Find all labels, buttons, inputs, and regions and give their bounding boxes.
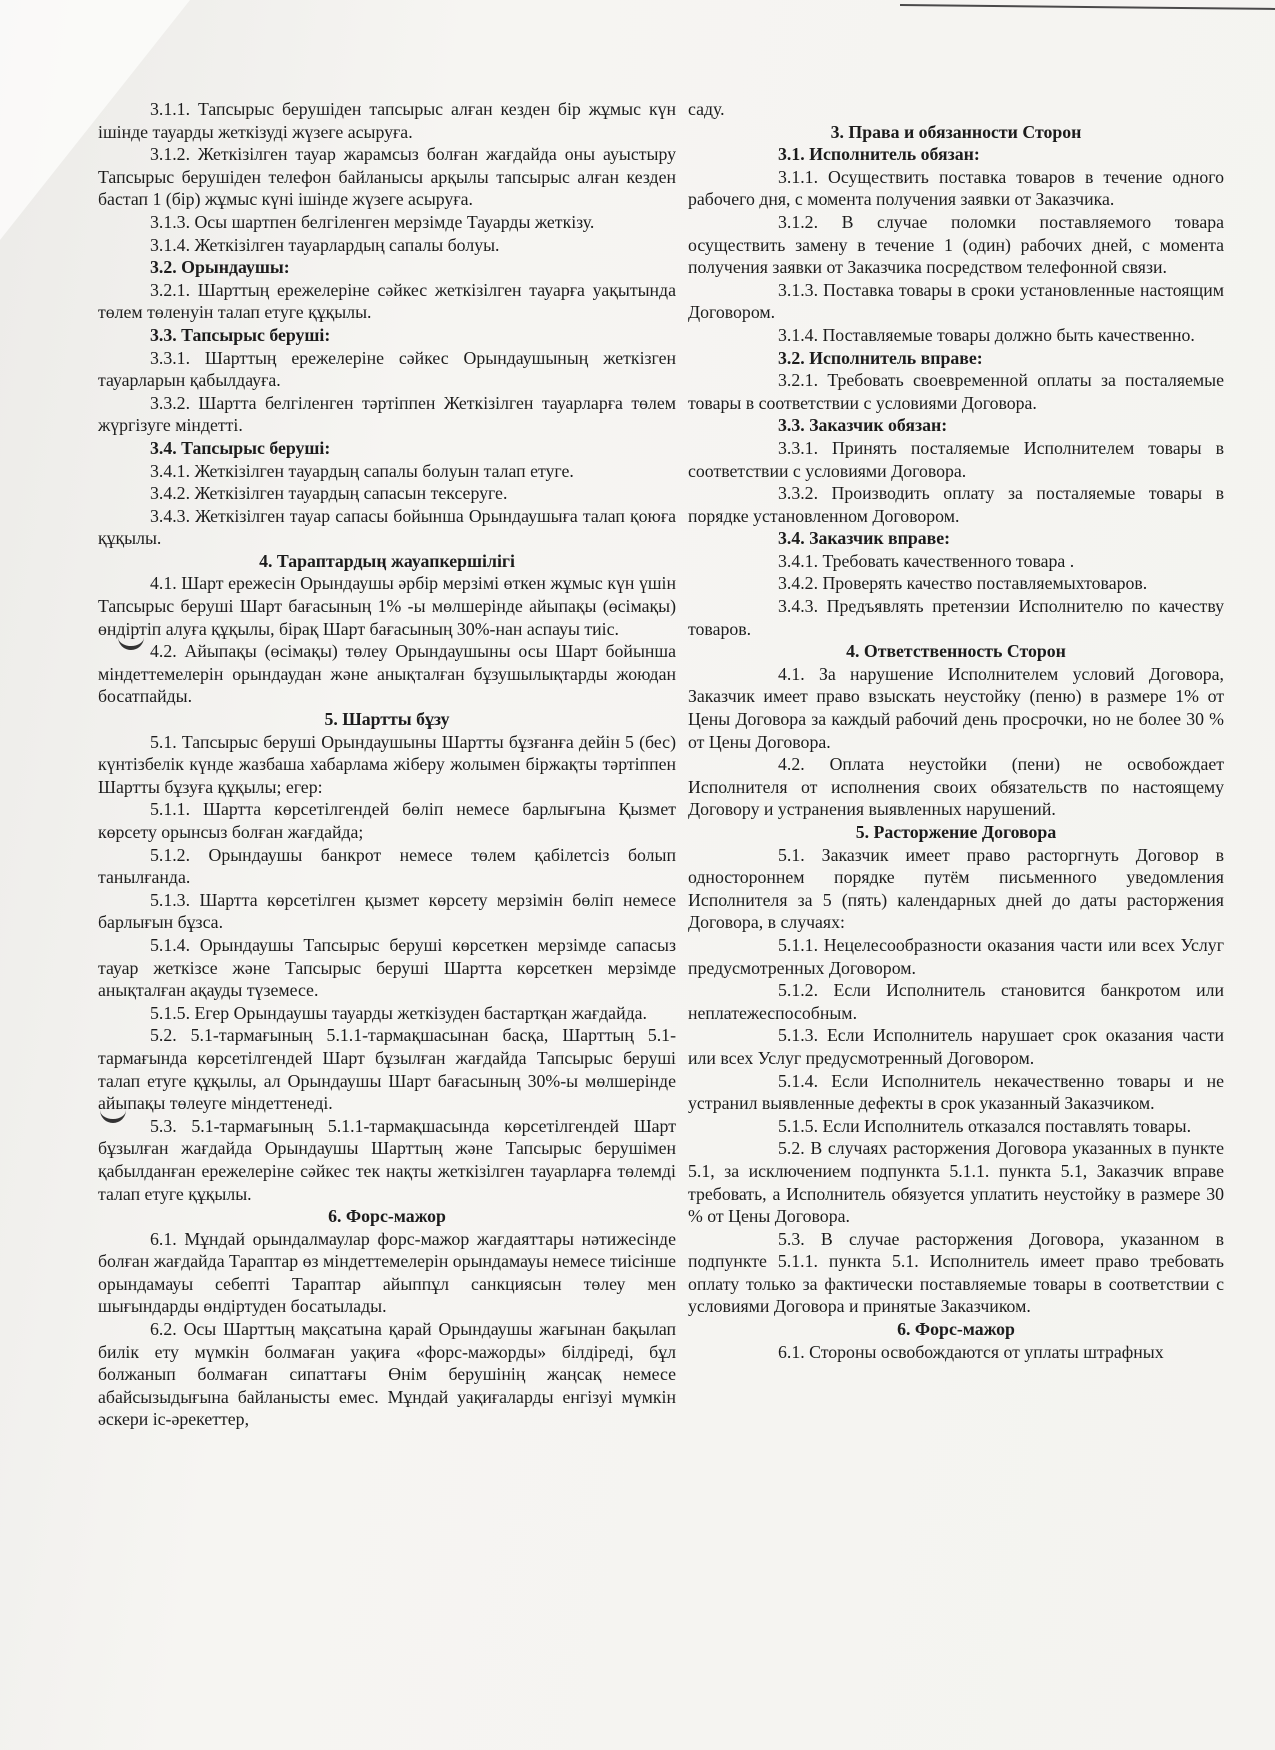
kazakh-paragraph: 4.1. Шарт ережесін Орындаушы әрбір мерзімі өткен жұмыс күн үшін Тапсырыс беруші Шарт бағасының 1% -ы мөлшерінде айыпақы (өсімақы) өндіртіп алуға құқылы, бірақ Шарт бағасының 30%-нан аспауы тиіс. [98, 573, 676, 639]
russian-section-heading: 5. Расторжение Договора [855, 822, 1057, 842]
kazakh-subsection-heading: 3.4. Тапсырыс беруші: [150, 437, 331, 458]
russian-paragraph: 5.2. В случаях расторжения Договора указанных в пункте 5.1, за исключением подпункта 5.1.1. пункта 5.1, Заказчик вправе требовать, а Исполнитель обязуется уплатить неустойку в размере 30 % от Цены Договора. [688, 1138, 1224, 1227]
russian-subsection-heading: 3.2. Исполнитель вправе: [778, 347, 983, 368]
kazakh-paragraph: 6.2. Осы Шарттың мақсатына қарай Орындаушы жағынан бақылап билік ету мүмкін болмаған уақиға «форс-мажорды» білдіреді, бұл болжанып болмаған сипаттағы Өнім берушінің жаңсақ немесе абайсызыдығына байланысты емес. Мұндай уақиғаларды енгізуі мүмкін әскери іс-әрекеттер, [98, 1319, 676, 1430]
russian-paragraph: 3.1.1. Осуществить поставка товаров в течение одного рабочего дня, с момента получения заявки от Заказчика. [688, 166, 1224, 210]
russian-paragraph: 6.1. Стороны освобождаются от уплаты штрафных [778, 1341, 1164, 1362]
russian-paragraph: 3.1.3. Поставка товары в сроки установленные настоящим Договором. [688, 279, 1224, 323]
kazakh-section-heading: 6. Форс-мажор [328, 1206, 446, 1227]
kazakh-paragraph: 3.4.2. Жеткізілген тауардың сапасын тексеруге. [150, 483, 508, 504]
kazakh-paragraph: 3.1.3. Осы шартпен белгіленген мерзімде Тауарды жеткізу. [150, 211, 595, 232]
russian-section-heading: 4. Ответственность Сторон [846, 641, 1066, 662]
kazakh-section-heading: 4. Тараптардың жауапкершілігі [259, 550, 515, 571]
kazakh-paragraph: 3.3.2. Шартта белгіленген тәртіппен Жеткізілген тауарларға төлем жүргізуге міндетті. [98, 392, 676, 436]
kazakh-paragraph: 3.1.2. Жеткізілген тауар жарамсыз болған жағдайда оны ауыстыру Тапсырыс берушіден телефон байланысы арқылы тапсырыс алған кезден бастап 1 (бір) жұмыс күні ішінде жүзеге асыруға. [98, 144, 676, 210]
kazakh-paragraph: 5.1.3. Шартта көрсетілген қызмет көрсету мерзімін бөліп немесе барлығын бұзса. [98, 889, 676, 933]
russian-paragraph: 3.4.1. Требовать качественного товара . [778, 550, 1075, 571]
russian-subsection-heading: 3.4. Заказчик вправе: [778, 528, 951, 549]
kazakh-paragraph: 4.2. Айыпақы (өсімақы) төлеу Орындаушыны осы Шарт бойынша міндеттемелерін орындаудан және анықталған бұзушылықтарды жоюдан босатпайды. [98, 641, 676, 707]
kazakh-paragraph: 5.1.5. Егер Орындаушы тауарды жеткізуден бастартқан жағдайда. [150, 1002, 647, 1023]
kazakh-section-heading: 5. Шартты бұзу [324, 709, 450, 730]
russian-paragraph: 5.3. В случае расторжения Договора, указанном в подпункте 5.1.1. пункта 5.1. Исполнитель имеет право требовать оплату только за фактически поставляемые товары в соответствии с условиями Договора и принятые Заказчиком. [688, 1228, 1224, 1317]
russian-paragraph: 5.1. Заказчик имеет право расторгнуть Договор в одностороннем порядке путём письменного уведомления Исполнителя за 5 (пять) календарных дней до даты расторжения Договора, в случаях: [688, 844, 1224, 933]
kazakh-text-column [98, 98, 676, 1431]
kazakh-paragraph: 6.1. Мұндай орындалмаулар форс-мажор жағдаяттары нәтижесінде болған жағдайда Тараптар өз міндеттемелерін орындамауы немесе тиісінше орындамауы себепті Тараптар айыппұл санкциясын төлеу мен шығындарды өндіртуден босатылады. [98, 1228, 676, 1317]
russian-paragraph: 3.2.1. Требовать своевременной оплаты за посталяемые товары в соответствии с условиями Договора. [688, 370, 1224, 413]
russian-section-heading: 3. Права и обязанности Сторон [830, 121, 1082, 142]
russian-paragraph: 5.1.3. Если Исполнитель нарушает срок оказания части или всех Услуг предусмотренный Договором. [688, 1025, 1224, 1068]
russian-paragraph: 5.1.2. Если Исполнитель становится банкротом или неплатежеспособным. [688, 980, 1224, 1023]
russian-subsection-heading: 3.1. Исполнитель обязан: [778, 144, 980, 165]
kazakh-paragraph: 3.4.3. Жеткізілген тауар сапасы бойынша Орындаушыға талап қоюға құқылы. [98, 505, 676, 549]
russian-paragraph: 3.1.2. В случае поломки поставляемого товара осуществить замену в течение 1 (один) рабочих дней, с момента получения заявки от Заказчика посредством телефонной связи. [688, 211, 1224, 278]
kazakh-paragraph: 5.1.4. Орындаушы Тапсырыс беруші көрсеткен мерзімде сапасыз тауар жеткізсе және Тапсырыс беруші Шартта көрсеткен мерзімде анықталған ақауды түземесе. [98, 934, 676, 1001]
russian-paragraph: 5.1.5. Если Исполнитель отказался поставлять товары. [778, 1115, 1192, 1136]
russian-text-column [688, 98, 1224, 1363]
russian-paragraph: 3.1.4. Поставляемые товары должно быть качественно. [778, 324, 1195, 345]
kazakh-subsection-heading: 3.3. Тапсырыс беруші: [150, 324, 331, 345]
kazakh-paragraph: 5.1.2. Орындаушы банкрот немесе төлем қабілетсіз болып танылғанда. [98, 844, 676, 888]
kazakh-paragraph: 5.1. Тапсырыс беруші Орындаушыны Шартты бұзғанға дейін 5 (бес) күнтізбелік күнде жазбаша хабарлама жіберу жолымен біржақты тәртіппен Шартты бұзуға құқылы; егер: [98, 731, 676, 797]
scan-edge-line [900, 4, 1275, 10]
kazakh-subsection-heading: 3.2. Орындаушы: [150, 257, 290, 278]
russian-paragraph: 4.1. За нарушение Исполнителем условий Договора, Заказчик имеет право взыскать неустойку (пеню) в размере 1% от Цены Договора за каждый рабочий день просрочки, но не более 30 % от Цены Договора. [688, 663, 1224, 752]
russian-subsection-heading: 3.3. Заказчик обязан: [778, 415, 948, 436]
russian-paragraph: саду. [688, 99, 725, 119]
kazakh-paragraph: 5.1.1. Шартта көрсетілгендей бөліп немесе барлығына Қызмет көрсету орынсыз болған жағдайда; [98, 799, 676, 842]
kazakh-paragraph: 5.3. 5.1-тармағының 5.1.1-тармақшасында көрсетілгендей Шарт бұзылған жағдайда Орындаушы Шарттың және Тапсырыс берушімен қабылданған ережелеріне сәйкес тек нақты жеткізілген тауарларға төлемді талап етуге құқылы. [98, 1115, 676, 1204]
russian-section-heading: 6. Форс-мажор [897, 1319, 1015, 1340]
kazakh-paragraph: 3.1.4. Жеткізілген тауарлардың сапалы болуы. [150, 234, 500, 255]
kazakh-paragraph: 3.4.1. Жеткізілген тауардың сапалы болуын талап етуге. [150, 460, 574, 481]
russian-paragraph: 5.1.1. Нецелесообразности оказания части или всех Услуг предусмотренных Договором. [688, 934, 1224, 978]
kazakh-paragraph: 3.2.1. Шарттың ережелеріне сәйкес жеткізілген тауарға уақытында төлем төленуін талап етуге құқылы. [98, 279, 676, 323]
kazakh-paragraph: 3.1.1. Тапсырыс берушіден тапсырыс алған кезден бір жұмыс күн ішінде тауарды жеткізуді жүзеге асыруға. [98, 99, 676, 142]
russian-paragraph: 3.4.2. Проверять качество поставляемыхтоваров. [778, 573, 1148, 594]
russian-paragraph: 5.1.4. Если Исполнитель некачественно товары и не устранил выявленные дефекты в срок указанный Заказчиком. [688, 1070, 1224, 1114]
russian-paragraph: 4.2. Оплата неустойки (пени) не освобождает Исполнителя от исполнения своих обязательств по настоящему Договору и устранения выявленных нарушений. [688, 754, 1224, 820]
russian-paragraph: 3.3.2. Производить оплату за посталяемые товары в порядке установленном Договором. [688, 483, 1224, 526]
kazakh-paragraph: 5.2. 5.1-тармағының 5.1.1-тармақшасынан басқа, Шарттың 5.1-тармағында көрсетілгендей Шарт бұзылған жағдайда Тапсырыс беруші талап етуге құқылы, ал Орындаушы Шарт бағасының 30%-ы мөлшерінде айыпақы төлеуге міндеттенеді. [98, 1025, 676, 1114]
russian-paragraph: 3.3.1. Принять посталяемые Исполнителем товары в соответствии с условиями Договора. [688, 437, 1224, 481]
russian-paragraph: 3.4.3. Предъявлять претензии Исполнителю по качеству товаров. [688, 596, 1224, 639]
kazakh-paragraph: 3.3.1. Шарттың ережелеріне сәйкес Орындаушының жеткізген тауарларын қабылдауға. [98, 347, 676, 391]
